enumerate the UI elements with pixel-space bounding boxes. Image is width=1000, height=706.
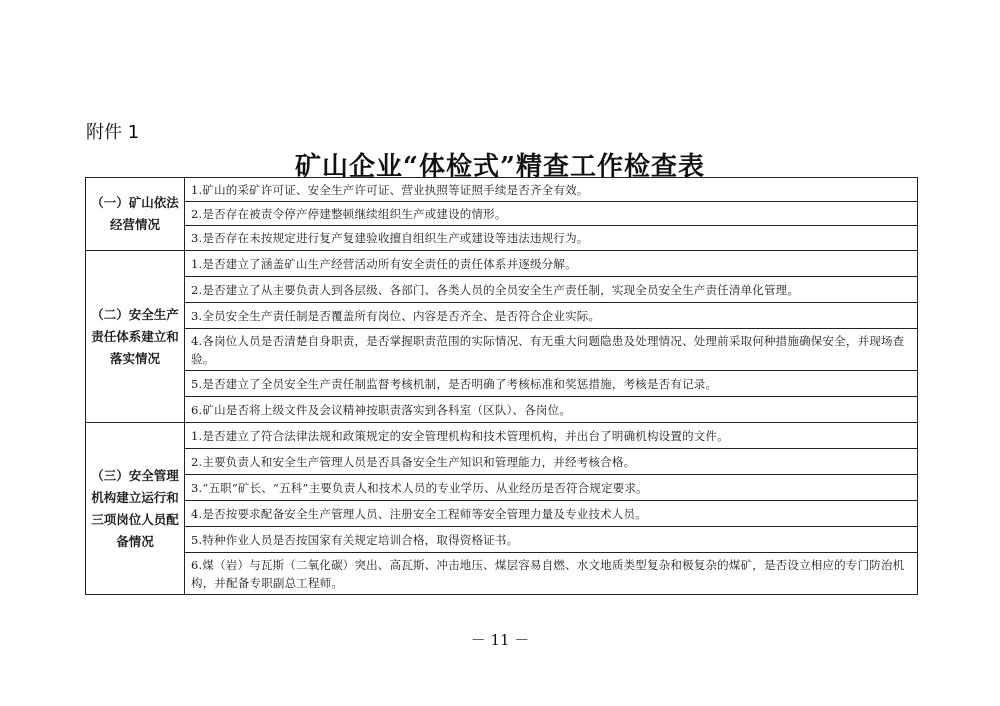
inspection-table: [85, 177, 918, 595]
item-cell: 4.是否按要求配备安全生产管理人员、注册安全工程师等安全管理力量及专业技术人员。: [185, 501, 918, 527]
page-number: － 11 －: [470, 631, 530, 649]
item-cell: 3.是否存在未按规定进行复产复建验收擅自组织生产或建设等违法违规行为。: [185, 226, 918, 251]
table-row: [86, 277, 918, 303]
table-row: [86, 501, 918, 527]
attachment-label: 附件 1: [86, 122, 140, 143]
table-row: [86, 178, 918, 202]
table-row: [86, 527, 918, 553]
item-cell: 3.全员安全生产责任制是否覆盖所有岗位、内容是否齐全、是否符合企业实际。: [185, 303, 918, 329]
table-row: [86, 226, 918, 251]
category-cell: （一）矿山依法经营情况: [86, 178, 185, 251]
item-cell: 3.“五职”矿长、“五科”主要负责人和技术人员的专业学历、从业经历是否符合规定要求。: [185, 475, 918, 501]
table-row: [86, 397, 918, 423]
item-cell: 4.各岗位人员是否清楚自身职责，是否掌握职责范围的实际情况、有无重大问题隐患及处理情况、处理前采取何种措施确保安全，并现场查验。: [185, 329, 918, 371]
table-row: [86, 423, 918, 449]
page-title: 矿山企业“体检式”精查工作检查表: [295, 152, 705, 182]
table-row: [86, 449, 918, 475]
category-cell: （二）安全生产责任体系建立和落实情况: [86, 251, 185, 423]
table-row: [86, 303, 918, 329]
item-cell: 2.是否存在被责令停产停建整顿继续组织生产或建设的情形。: [185, 202, 918, 226]
item-cell: 6.矿山是否将上级文件及会议精神按职责落实到各科室（区队）、各岗位。: [185, 397, 918, 423]
category-cell: （三）安全管理机构建立运行和三项岗位人员配备情况: [86, 423, 185, 595]
table-row: [86, 475, 918, 501]
item-cell: 6.煤（岩）与瓦斯（二氧化碳）突出、高瓦斯、冲击地压、煤层容易自燃、水文地质类型复杂和极复杂的煤矿，是否设立相应的专门防治机构，并配备专职副总工程师。: [185, 553, 918, 595]
table-row: [86, 371, 918, 397]
table-row: [86, 329, 918, 371]
item-cell: 5.是否建立了全员安全生产责任制监督考核机制，是否明确了考核标准和奖惩措施，考核是否有记录。: [185, 371, 918, 397]
table-row: [86, 202, 918, 226]
item-cell: 1.是否建立了符合法律法规和政策规定的安全管理机构和技术管理机构，并出台了明确机构设置的文件。: [185, 423, 918, 449]
table-row: [86, 251, 918, 277]
item-cell: 1.矿山的采矿许可证、安全生产许可证、营业执照等证照手续是否齐全有效。: [185, 178, 918, 202]
table-row: [86, 553, 918, 595]
item-cell: 5.特种作业人员是否按国家有关规定培训合格，取得资格证书。: [185, 527, 918, 553]
item-cell: 2.是否建立了从主要负责人到各层级、各部门、各类人员的全员安全生产责任制，实现全员安全生产责任清单化管理。: [185, 277, 918, 303]
item-cell: 2.主要负责人和安全生产管理人员是否具备安全生产知识和管理能力，并经考核合格。: [185, 449, 918, 475]
item-cell: 1.是否建立了涵盖矿山生产经营活动所有安全责任的责任体系并逐级分解。: [185, 251, 918, 277]
